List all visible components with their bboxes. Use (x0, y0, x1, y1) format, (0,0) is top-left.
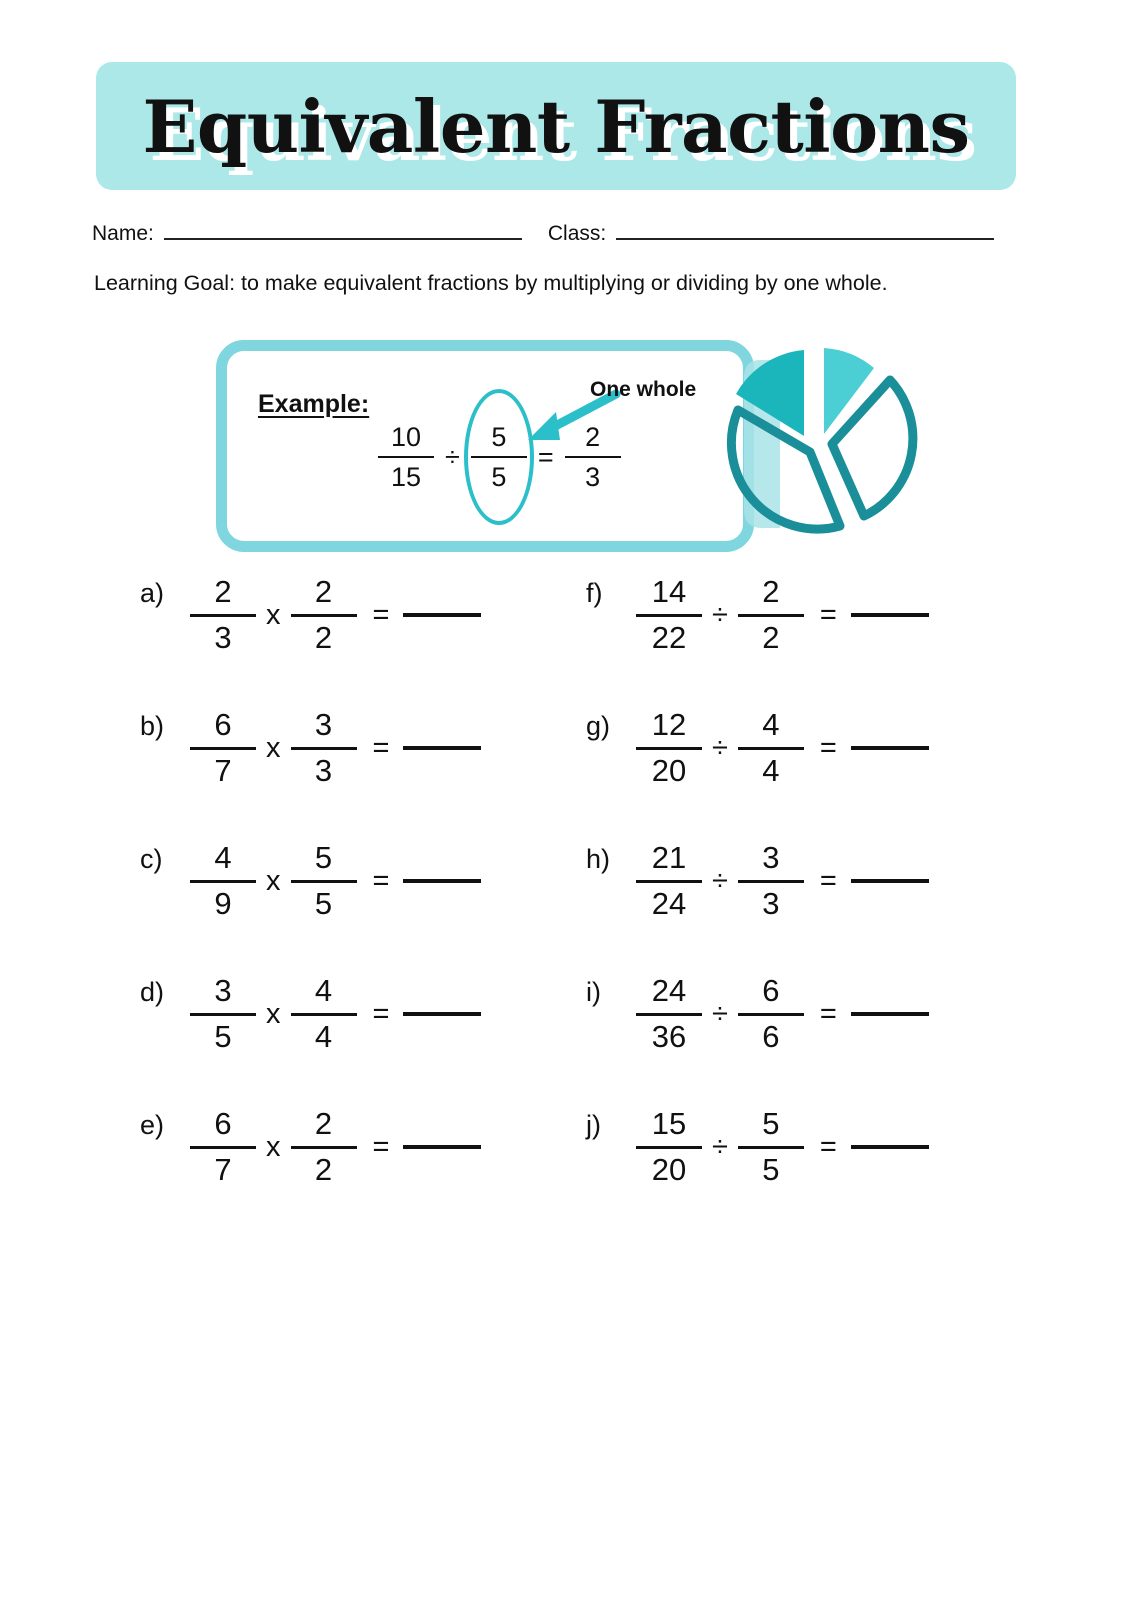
operator-icon: x (266, 1130, 281, 1163)
fraction-bar (738, 747, 804, 750)
example-label: Example: (258, 390, 370, 418)
denominator: 3 (585, 462, 601, 493)
numerator: 2 (214, 574, 232, 609)
fraction-bar (636, 1013, 702, 1016)
fraction-second (291, 709, 357, 787)
operator-icon: x (266, 598, 281, 631)
operator-icon: ÷ (712, 997, 728, 1030)
numerator: 2 (314, 1106, 333, 1141)
denominator: 24 (651, 885, 687, 921)
numerator: 21 (651, 840, 687, 875)
fraction-first (636, 975, 702, 1053)
numerator: 2 (585, 422, 601, 452)
denominator: 20 (651, 752, 687, 788)
fraction-second (291, 842, 357, 920)
numerator: 3 (314, 707, 333, 742)
equals-sign: = (819, 1130, 837, 1163)
fraction-first (636, 842, 702, 920)
numerator: 5 (491, 422, 507, 452)
equals-sign: = (372, 1130, 390, 1163)
fraction-bar (291, 1013, 357, 1016)
fraction-second (738, 576, 804, 654)
numerator: 3 (214, 973, 232, 1008)
numerator: 6 (762, 973, 780, 1008)
answer-blank[interactable] (851, 879, 929, 883)
denominator: 5 (491, 462, 507, 493)
denominator: 5 (314, 885, 333, 921)
denominator: 36 (651, 1018, 687, 1054)
fraction-second (291, 975, 357, 1053)
denominator: 2 (314, 619, 333, 655)
equals-sign: = (372, 598, 390, 631)
problem-b (140, 709, 481, 787)
fraction-second (738, 842, 804, 920)
operator-icon: ÷ (712, 1130, 728, 1163)
fraction-second (738, 975, 804, 1053)
fraction-second (291, 576, 357, 654)
problem-f (586, 576, 929, 654)
denominator: 2 (762, 619, 780, 655)
fraction-bar (291, 614, 357, 617)
denominator: 3 (762, 885, 780, 921)
equals-sign: = (819, 864, 837, 897)
operator-icon: ÷ (712, 864, 728, 897)
problem-d (140, 975, 481, 1053)
answer-blank[interactable] (403, 1012, 481, 1016)
operator-icon: x (266, 864, 281, 897)
problem-label: b) (140, 711, 165, 741)
problem-label: e) (140, 1110, 165, 1140)
numerator: 4 (214, 840, 232, 875)
problem-label: d) (140, 977, 165, 1007)
numerator: 2 (314, 574, 333, 609)
problems-grid (0, 576, 1131, 1241)
learning-goal-text: Learning Goal: to make equivalent fractions by multiplying or dividing by one whole. (94, 271, 888, 295)
fraction-bar (636, 1146, 702, 1149)
fraction-bar (190, 1013, 256, 1016)
numerator: 6 (214, 707, 232, 742)
answer-blank[interactable] (403, 746, 481, 750)
fraction-bar (471, 456, 527, 458)
fraction-bar (565, 456, 621, 458)
equals-sign: = (372, 731, 390, 764)
fraction-bar (636, 747, 702, 750)
answer-blank[interactable] (403, 1145, 481, 1149)
fraction-bar (738, 1013, 804, 1016)
problem-j (586, 1108, 929, 1186)
fraction-bar (190, 747, 256, 750)
fraction-bar (190, 614, 256, 617)
numerator: 3 (762, 840, 780, 875)
divide-operator-icon: ÷ (445, 441, 460, 472)
page-title: Equivalent Fractions (142, 83, 970, 169)
operator-icon: ÷ (712, 731, 728, 764)
numerator: 10 (390, 422, 422, 452)
equals-sign: = (372, 864, 390, 897)
problem-a (140, 576, 481, 654)
fraction-first (636, 1108, 702, 1186)
class-input-line[interactable] (616, 238, 994, 240)
equals-sign: = (537, 441, 554, 472)
numerator: 4 (314, 973, 333, 1008)
problem-row (0, 709, 1131, 842)
problem-e (140, 1108, 481, 1186)
operator-icon: x (266, 731, 281, 764)
class-label: Class: (547, 222, 607, 245)
denominator: 2 (314, 1151, 333, 1187)
equals-sign: = (819, 731, 837, 764)
operator-icon: x (266, 997, 281, 1030)
numerator: 14 (651, 574, 687, 609)
answer-blank[interactable] (403, 879, 481, 883)
fraction-second (738, 1108, 804, 1186)
student-info-row (92, 222, 1020, 252)
fraction-second (738, 709, 804, 787)
name-label: Name: (92, 222, 154, 245)
denominator: 22 (651, 619, 687, 655)
name-input-line[interactable] (164, 238, 522, 240)
numerator: 12 (651, 707, 687, 742)
answer-blank[interactable] (403, 613, 481, 617)
problem-label: c) (140, 844, 163, 874)
fraction-bar (378, 456, 434, 458)
denominator: 5 (214, 1018, 232, 1054)
denominator: 20 (651, 1151, 687, 1187)
fraction-bar (291, 1146, 357, 1149)
example-fraction-left (378, 422, 434, 493)
problem-label: j) (586, 1110, 601, 1140)
fraction-bar (636, 614, 702, 617)
denominator: 3 (314, 752, 333, 788)
problem-label: g) (586, 711, 611, 741)
denominator: 3 (214, 619, 232, 655)
problem-label: i) (586, 977, 601, 1007)
fraction-bar (738, 1146, 804, 1149)
numerator: 24 (651, 973, 687, 1008)
numerator: 5 (314, 840, 333, 875)
fraction-bar (291, 747, 357, 750)
problem-g (586, 709, 929, 787)
numerator: 5 (762, 1106, 780, 1141)
problem-i (586, 975, 929, 1053)
denominator: 7 (214, 752, 232, 788)
answer-blank[interactable] (851, 1145, 929, 1149)
problem-label: h) (586, 844, 611, 874)
fraction-bar (636, 880, 702, 883)
denominator: 6 (762, 1018, 780, 1054)
fraction-first (190, 1108, 256, 1186)
equals-sign: = (819, 997, 837, 1030)
fraction-bar (190, 1146, 256, 1149)
numerator: 15 (651, 1106, 687, 1141)
numerator: 2 (762, 574, 780, 609)
problem-row (0, 975, 1131, 1108)
problem-h (586, 842, 929, 920)
fraction-first (190, 842, 256, 920)
fraction-first (190, 709, 256, 787)
problem-label: a) (140, 578, 165, 608)
answer-blank[interactable] (851, 1012, 929, 1016)
fraction-bar (738, 880, 804, 883)
denominator: 5 (762, 1151, 780, 1187)
one-whole-callout-label: One whole (590, 378, 697, 401)
fraction-first (190, 975, 256, 1053)
problem-row (0, 576, 1131, 709)
answer-blank[interactable] (851, 746, 929, 750)
fraction-first (190, 576, 256, 654)
fraction-second (291, 1108, 357, 1186)
fraction-first (636, 576, 702, 654)
title-banner (96, 62, 1016, 190)
equals-sign: = (372, 997, 390, 1030)
fraction-bar (190, 880, 256, 883)
denominator: 4 (762, 752, 780, 788)
operator-icon: ÷ (712, 598, 728, 631)
numerator: 4 (762, 707, 780, 742)
equals-sign: = (819, 598, 837, 631)
problem-row (0, 842, 1131, 975)
fraction-first (636, 709, 702, 787)
problem-c (140, 842, 481, 920)
fraction-bar (291, 880, 357, 883)
answer-blank[interactable] (851, 613, 929, 617)
denominator: 4 (314, 1018, 333, 1054)
denominator: 15 (390, 462, 422, 493)
numerator: 6 (214, 1106, 232, 1141)
problem-label: f) (586, 578, 603, 608)
pie-chart-illustration (718, 338, 918, 563)
fraction-bar (738, 614, 804, 617)
denominator: 9 (214, 885, 232, 921)
denominator: 7 (214, 1151, 232, 1187)
problem-row (0, 1108, 1131, 1241)
